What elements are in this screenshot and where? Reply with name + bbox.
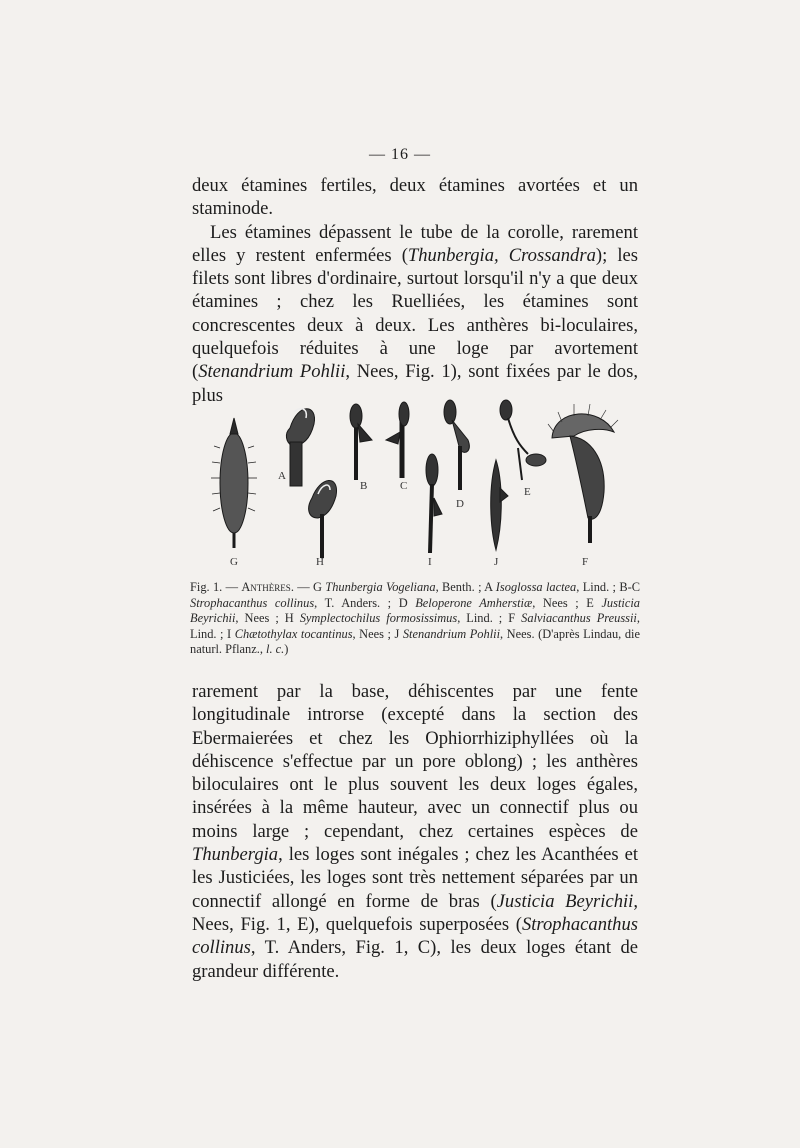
label-g: G (230, 556, 238, 568)
anther-figure (190, 398, 640, 573)
text-run: rarement par la base, déhiscentes par une fente longitudinale introrse (excepté dans la section des Ebermaierées et chez les Ophiorrhiziphyllées où la déhiscence s'effectue par un pore oblong) ; les anthères biloculaires ont le plus souvent les deux loges égales, insérées à la même hauteur, avec un connectif plus ou moins large ; cependant, chez certaines espèces de (192, 681, 638, 842)
text-run: , Nees ; J (352, 626, 403, 641)
italic-run: Beloperone Amherstiæ (415, 595, 533, 610)
italic-run: Chætothylax tocantinus (234, 626, 353, 641)
anther-j-drawing (491, 460, 508, 550)
label-e: E (524, 486, 531, 498)
label-i: I (428, 556, 432, 568)
paragraph-3 (192, 680, 638, 983)
italic-run: Justicia Beyrichii (190, 595, 640, 626)
text-run: , Benth. ; A (435, 580, 496, 594)
italic-run: l. c. (266, 642, 285, 657)
italic-run: Thunbergia (192, 844, 279, 866)
italic-run: Isoglossa lactea (495, 580, 577, 594)
text-run: Les étamines dépassent le tube de la corolle, rarement elles y restent enfermées ( (192, 221, 638, 266)
figure-caption (190, 580, 640, 658)
italic-run: Stenandrium Pohlii (402, 626, 501, 641)
label-j: J (494, 556, 499, 568)
italic-run: Strophacanthus collinus (192, 913, 638, 959)
anther-e-drawing (500, 400, 546, 480)
paragraph-2 (192, 221, 638, 407)
italic-run: Stenandrium Pohlii (198, 361, 346, 383)
page-number: — 16 — (369, 146, 431, 163)
text-run: , les loges sont inégales ; chez les Acanthées et les Justiciées, les loges sont très nettement séparées par un connectif allongé en forme de bras ( (192, 844, 638, 912)
text-run: , Lind. ; I (190, 611, 640, 641)
anther-g-drawing (211, 418, 257, 548)
label-c: C (400, 480, 408, 492)
label-h: H (316, 556, 324, 568)
label-b: B (360, 480, 368, 492)
anther-h-drawing (309, 480, 337, 558)
text-run: , Lind. ; B-C (576, 580, 640, 594)
anther-illustration (190, 398, 640, 573)
text-run: , Nees ; E (532, 595, 602, 610)
italic-run: Thunbergia, Crossandra (407, 244, 596, 266)
text-run: , Nees. (D'après Lindau, die naturl. Pflanz., (190, 626, 640, 657)
italic-run: Salviacanthus Preussii (521, 611, 637, 626)
text-run: , T. Anders. ; D (314, 595, 416, 610)
label-a: A (278, 470, 286, 482)
text-run: , Nees, Fig. 1), sont fixées par le dos, plus (192, 361, 638, 406)
text-run: Fig. 1. — (190, 580, 242, 594)
anther-i-drawing (426, 454, 442, 553)
anther-f-drawing (548, 404, 618, 543)
italic-run: Justicia Beyrichii (496, 890, 634, 912)
text-run: , T. Anders, Fig. 1, C), les deux loges étant de grandeur différente. (192, 937, 638, 982)
anther-b-drawing (350, 404, 372, 480)
text-run: ); les filets sont libres d'ordinaire, surtout lorsqu'il n'y a que deux étamines ; chez les Ruelliées, les étamines sont concrescentes deux à deux. Les anthères bi-loculaires, quelquefois réduites à une loge par avortement ( (192, 244, 638, 383)
paragraph-1: deux étamines fertiles, deux étamines avortées et un staminode. (192, 175, 638, 220)
text-run: , Nees, Fig. 1, E), quelquefois superposées ( (192, 890, 638, 935)
bottom-text-block (192, 680, 638, 983)
text-run: ) (284, 642, 289, 657)
anther-c-drawing (386, 402, 409, 478)
text-run: . — G (290, 580, 326, 594)
top-text-block (192, 174, 638, 407)
text-run: Anthères (241, 580, 291, 594)
italic-run: Thunbergia Vogeliana (325, 580, 436, 594)
anther-a-drawing (286, 409, 314, 486)
text-run: , Lind. ; F (457, 611, 522, 626)
italic-run: Symplectochilus formosissimus (299, 611, 458, 626)
anther-d-drawing (444, 400, 469, 490)
text-run: , Nees ; H (235, 611, 300, 626)
italic-run: Strophacanthus collinus (190, 595, 315, 610)
label-f: F (582, 556, 589, 568)
label-d: D (456, 498, 464, 510)
